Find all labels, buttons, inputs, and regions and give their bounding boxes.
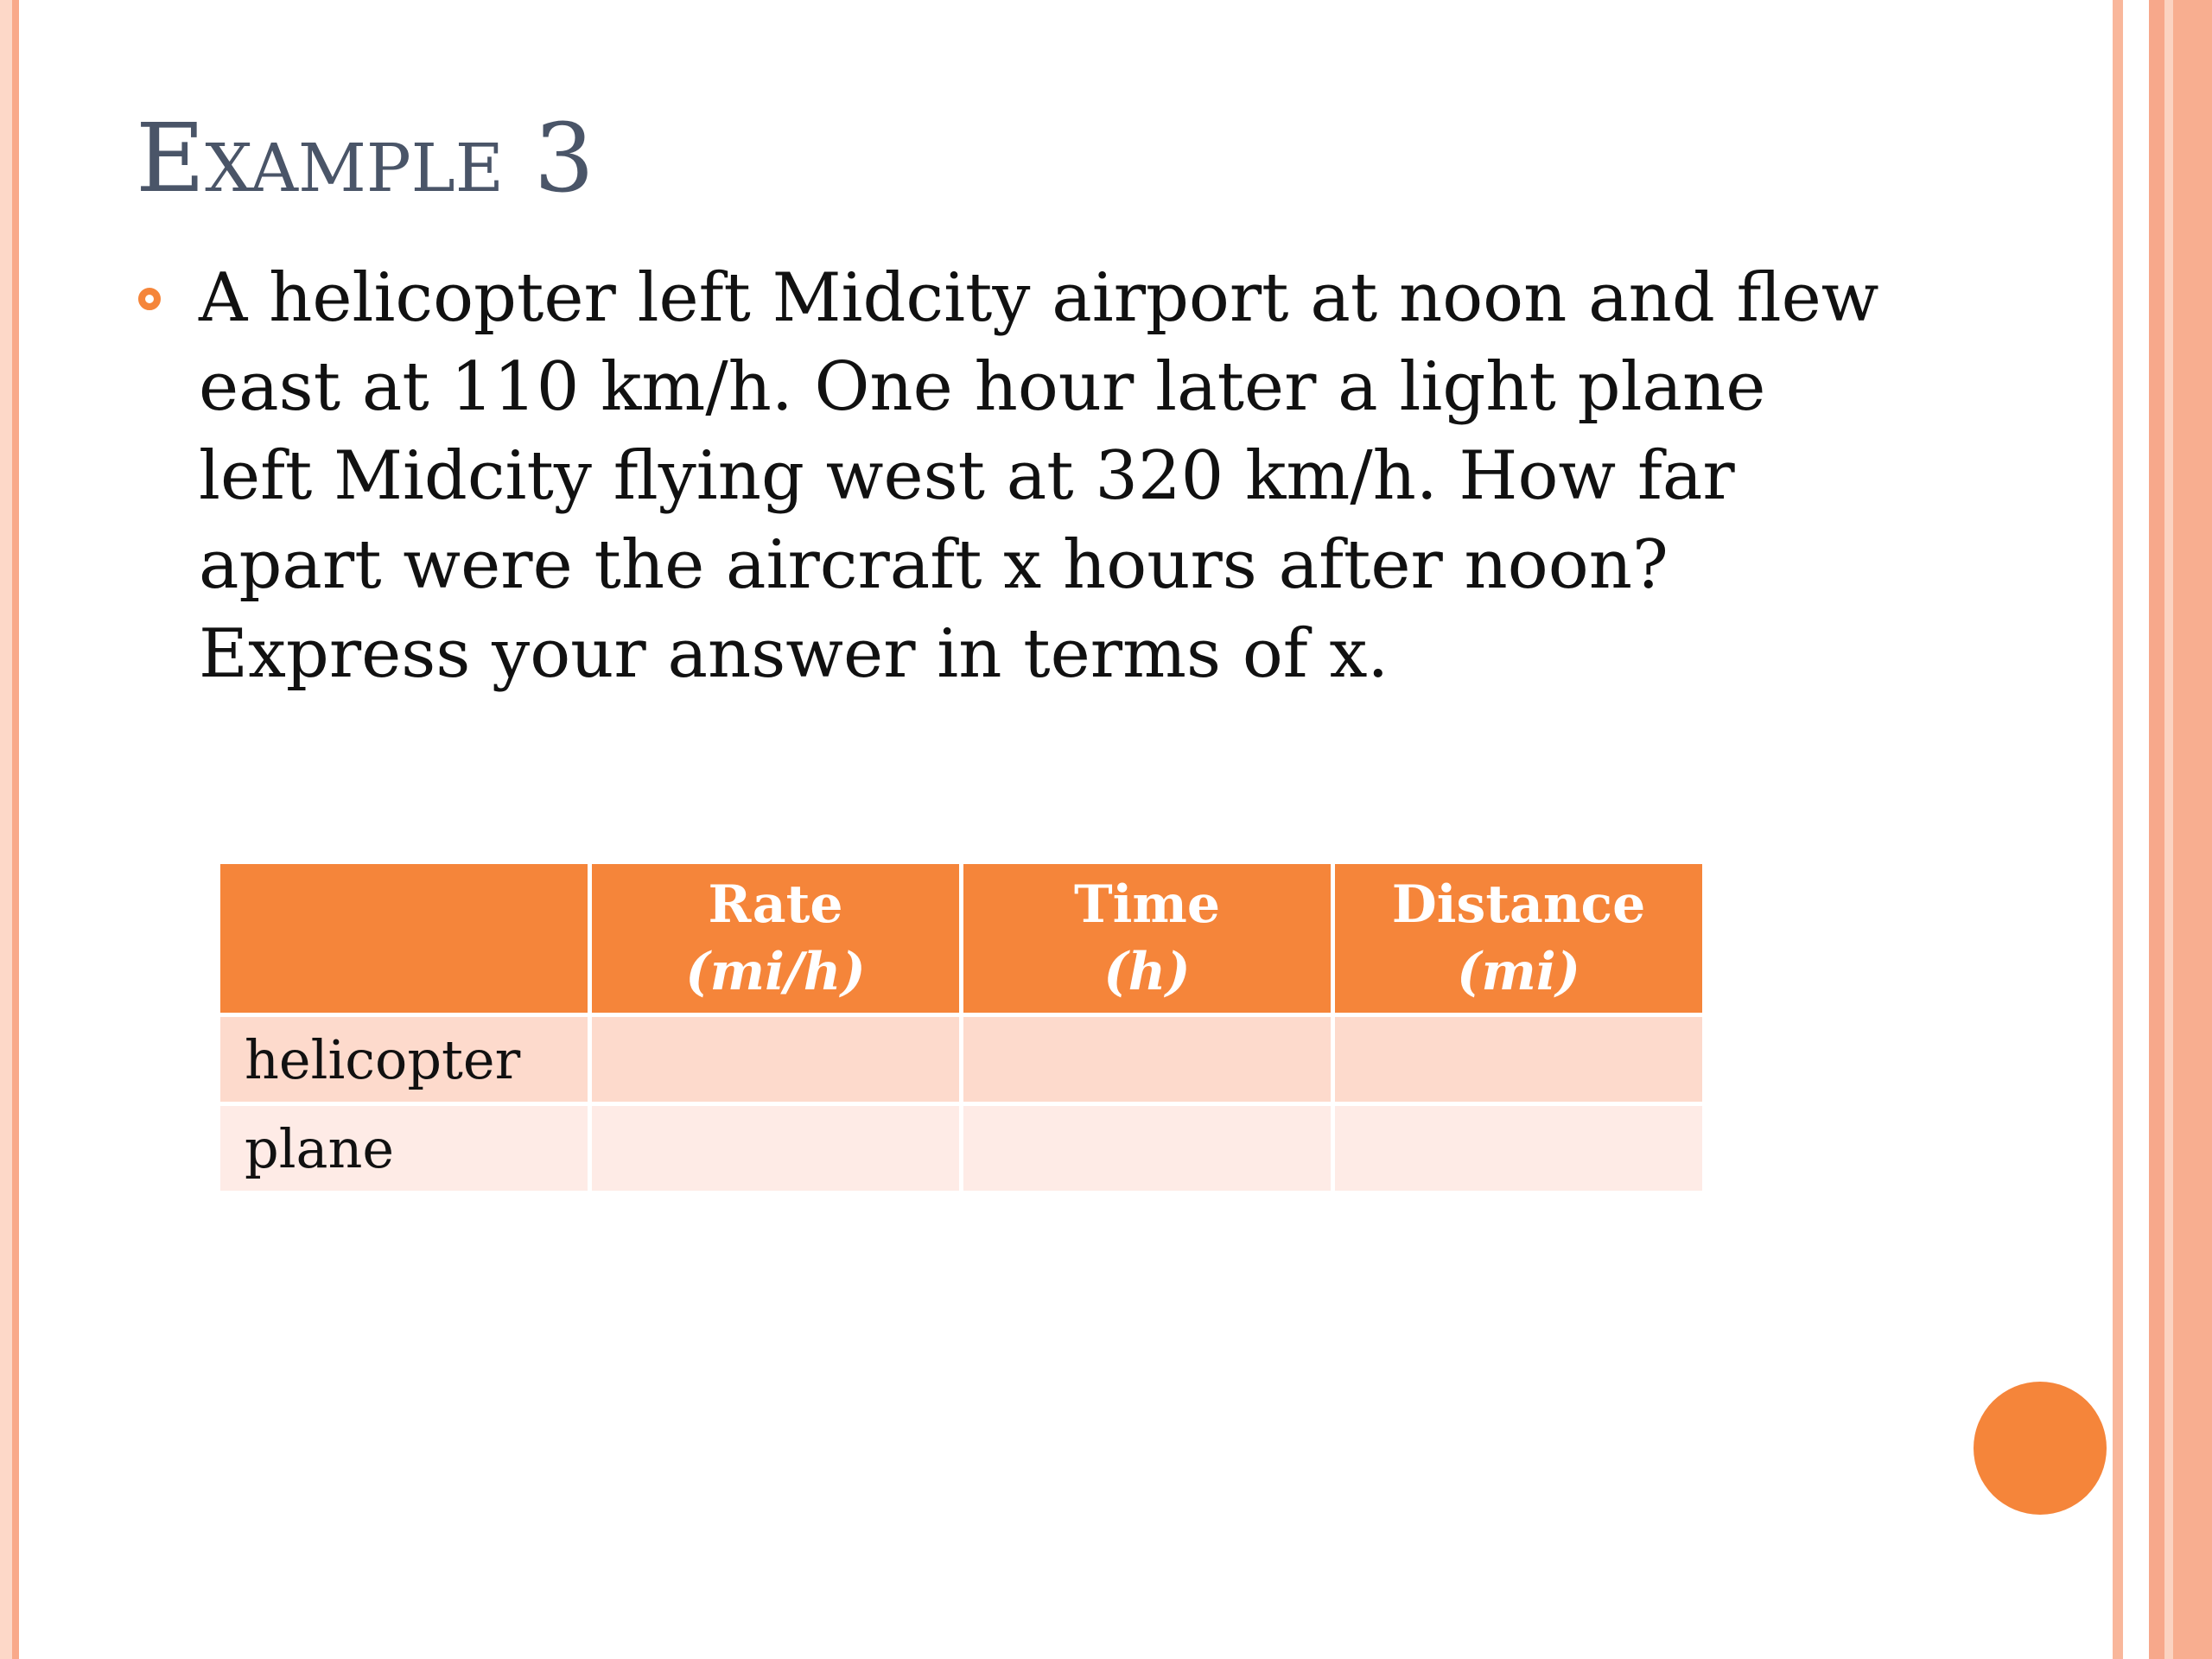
problem-line: east at 110 km/h. One hour later a light plane [199,348,1766,426]
right-border-strip [2173,0,2212,1659]
decorative-circle [1974,1382,2107,1515]
header-cell-rate [592,864,959,1013]
table-header-row [220,864,1702,1013]
cell-helicopter-time [963,1017,1331,1102]
header-unit-time: (h) [1103,942,1191,1002]
header-cell-time [963,864,1331,1013]
cell-plane-rate [592,1106,959,1191]
header-cell-distance [1335,864,1702,1013]
problem-line: apart were the aircraft x hours after noon? [199,526,1669,604]
table-row [220,1017,1702,1102]
problem-line: Express your answer in terms of x. [199,615,1389,693]
row-label-helicopter: helicopter [220,1017,588,1102]
slide-title: Example 3 [136,103,594,213]
left-border-inner [12,0,19,1659]
cell-helicopter-rate [592,1017,959,1102]
bullet-circle-icon [138,288,161,310]
right-border-strip [2164,0,2173,1659]
right-border-strip [2113,0,2123,1659]
header-label-distance: Distance [1391,874,1646,935]
cell-plane-distance [1335,1106,1702,1191]
row-label-plane: plane [220,1106,588,1191]
header-label-time: Time [1073,874,1221,935]
right-border-gap [2123,0,2149,1659]
table-row [220,1106,1702,1191]
left-border-outer [0,0,12,1659]
rate-time-distance-table [216,860,1707,1195]
header-cell-empty [220,864,588,1013]
problem-line: A helicopter left Midcity airport at noon and flew [199,259,1879,337]
right-border-strip [2149,0,2164,1659]
problem-line: left Midcity flying west at 320 km/h. How far [199,437,1735,515]
cell-helicopter-distance [1335,1017,1702,1102]
header-label-rate: Rate [708,874,843,935]
header-unit-distance: (mi) [1456,942,1581,1002]
problem-statement [199,254,1970,699]
header-unit-rate: (mi/h) [685,942,866,1002]
cell-plane-time [963,1106,1331,1191]
